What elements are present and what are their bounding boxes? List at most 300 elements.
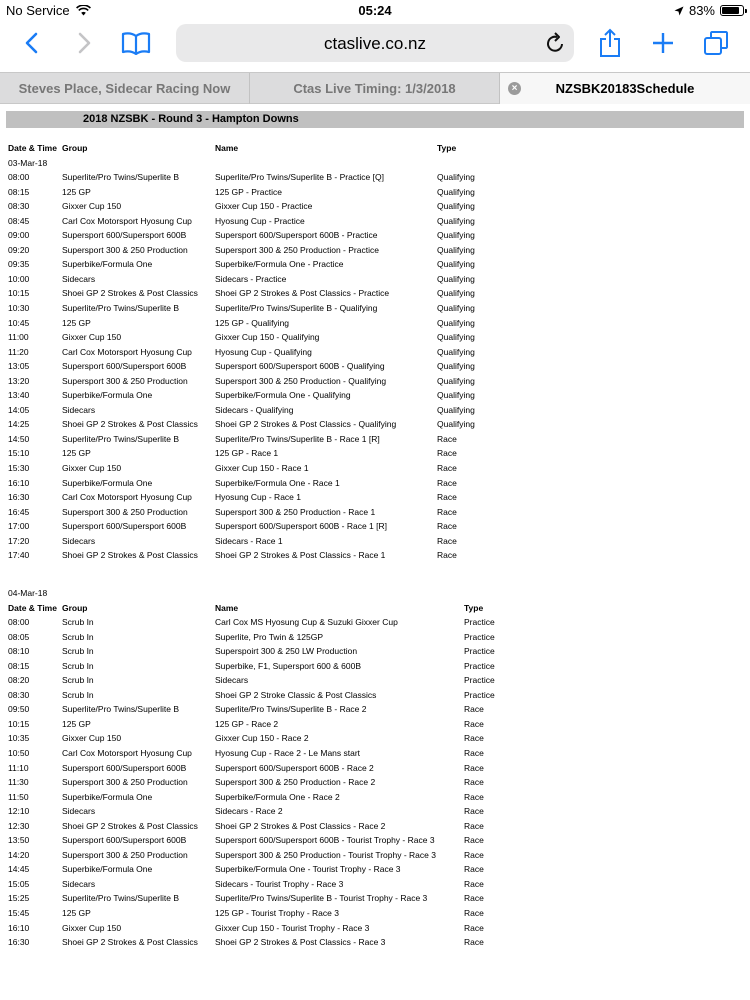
table-row	[0, 417, 750, 432]
table-row	[0, 877, 750, 892]
header-type: Type	[464, 602, 484, 613]
type-cell: Race	[464, 762, 484, 773]
table-row	[0, 615, 750, 630]
type-cell: Race	[464, 704, 484, 715]
battery-percent: 83%	[688, 3, 715, 18]
group-cell: Supersport 300 & 250 Production	[62, 244, 188, 255]
group-cell: Carl Cox Motorsport Hyosung Cup	[62, 215, 192, 226]
group-cell: Scrub In	[62, 675, 94, 686]
group-cell: Sidecars	[62, 806, 96, 817]
time-cell: 08:00	[8, 617, 30, 628]
group-cell: Supersport 600/Supersport 600B	[62, 521, 187, 532]
type-cell: Qualifying	[437, 375, 475, 386]
time-cell: 17:40	[8, 550, 30, 561]
name-cell: Shoei GP 2 Strokes & Post Classics - Practice	[215, 288, 390, 299]
time-cell: 10:45	[8, 317, 30, 328]
group-cell: Shoei GP 2 Strokes & Post Classics	[62, 937, 198, 948]
time-cell: 11:30	[8, 777, 29, 788]
type-cell: Race	[437, 463, 457, 474]
name-cell: Superlite/Pro Twins/Superlite B - Qualifying	[215, 303, 378, 314]
time-cell: 14:50	[8, 433, 30, 444]
name-cell: Hyosung Cup - Race 1	[215, 492, 301, 503]
time-cell: 11:20	[8, 346, 29, 357]
plus-icon	[651, 31, 675, 55]
type-cell: Race	[464, 733, 484, 744]
group-cell: Sidecars	[62, 535, 96, 546]
chevron-left-icon	[24, 32, 38, 54]
table-row	[0, 432, 750, 447]
new-tab-button[interactable]	[650, 20, 676, 66]
table-row	[0, 272, 750, 287]
name-cell: Sidecars - Tourist Trophy - Race 3	[215, 878, 344, 889]
name-cell: Supersport 600/Supersport 600B - Qualifying	[215, 361, 385, 372]
reload-icon	[546, 32, 566, 54]
table-row	[0, 214, 750, 229]
table-row	[0, 461, 750, 476]
type-cell: Race	[437, 433, 457, 444]
group-cell: Gixxer Cup 150	[62, 201, 122, 212]
tab-label: Steves Place, Sidecar Racing Now	[18, 81, 231, 96]
group-cell: Scrub In	[62, 631, 94, 642]
group-cell: Scrub In	[62, 660, 94, 671]
table-row	[0, 702, 750, 717]
type-cell: Practice	[464, 689, 495, 700]
type-cell: Qualifying	[437, 230, 475, 241]
back-button[interactable]	[18, 20, 44, 66]
type-cell: Practice	[464, 660, 495, 671]
type-cell: Qualifying	[437, 390, 475, 401]
type-cell: Race	[464, 864, 484, 875]
group-cell: Shoei GP 2 Strokes & Post Classics	[62, 419, 198, 430]
name-cell: Superlite/Pro Twins/Superlite B - Tourist Trophy - Race 3	[215, 893, 428, 904]
tab-label: NZSBK20183Schedule	[555, 81, 695, 96]
time-cell: 16:30	[8, 492, 30, 503]
header-type: Type	[437, 143, 457, 153]
table-row	[0, 746, 750, 761]
group-cell: Gixxer Cup 150	[62, 463, 122, 474]
type-cell: Qualifying	[437, 303, 475, 314]
header-group: Group	[62, 602, 88, 613]
type-cell: Practice	[464, 646, 495, 657]
header-name: Name	[215, 143, 239, 153]
time-cell: 11:00	[8, 332, 29, 343]
time-cell: 10:15	[8, 718, 30, 729]
group-cell: Superlite/Pro Twins/Superlite B	[62, 704, 180, 715]
table-row	[0, 243, 750, 258]
type-cell: Race	[464, 748, 484, 759]
time-cell: 09:50	[8, 704, 30, 715]
name-cell: Sidecars - Race 2	[215, 806, 283, 817]
name-cell: Supersport 600/Supersport 600B - Practice	[215, 230, 378, 241]
group-cell: 125 GP	[62, 718, 91, 729]
carrier-label: No Service	[6, 3, 70, 18]
group-cell: Supersport 600/Supersport 600B	[62, 361, 187, 372]
type-cell: Race	[437, 550, 457, 561]
group-cell: Superlite/Pro Twins/Superlite B	[62, 433, 180, 444]
group-cell: Gixxer Cup 150	[62, 922, 122, 933]
name-cell: Superspoirt 300 & 250 LW Production	[215, 646, 358, 657]
address-bar[interactable]	[176, 24, 574, 62]
group-cell: Superbike/Formula One	[62, 390, 153, 401]
group-cell: Superbike/Formula One	[62, 791, 153, 802]
type-cell: Race	[464, 791, 484, 802]
name-cell: Supersport 300 & 250 Production - Tourist Trophy - Race 3	[215, 849, 436, 860]
schedule-day-1	[0, 141, 750, 563]
name-cell: Superbike/Formula One - Tourist Trophy - Race 3	[215, 864, 401, 875]
time-cell: 08:05	[8, 631, 30, 642]
table-row	[0, 403, 750, 418]
time-cell: 12:30	[8, 820, 30, 831]
time-cell: 08:00	[8, 172, 30, 183]
name-cell: Supersport 600/Supersport 600B - Race 2	[215, 762, 374, 773]
time-cell: 15:05	[8, 878, 30, 889]
table-row	[0, 185, 750, 200]
clock: 05:24	[358, 3, 392, 18]
date-label: 03-Mar-18	[8, 157, 48, 168]
header-group: Group	[62, 143, 88, 153]
time-cell: 08:15	[8, 186, 30, 197]
type-cell: Race	[464, 820, 484, 831]
name-cell: Sidecars - Race 1	[215, 535, 283, 546]
table-row	[0, 316, 750, 331]
group-cell: Superlite/Pro Twins/Superlite B	[62, 303, 180, 314]
group-cell: Superbike/Formula One	[62, 477, 153, 488]
tab-steves-place[interactable]	[0, 73, 250, 104]
table-row	[0, 534, 750, 549]
table-row	[0, 374, 750, 389]
time-cell: 16:30	[8, 937, 30, 948]
chevron-right-icon	[78, 32, 92, 54]
time-cell: 10:50	[8, 748, 30, 759]
type-cell: Qualifying	[437, 215, 475, 226]
name-cell: 125 GP - Qualifying	[215, 317, 290, 328]
time-cell: 15:25	[8, 893, 30, 904]
time-cell: 14:45	[8, 864, 30, 875]
group-cell: Shoei GP 2 Strokes & Post Classics	[62, 550, 198, 561]
type-cell: Qualifying	[437, 404, 475, 415]
type-cell: Race	[464, 908, 484, 919]
time-cell: 08:15	[8, 660, 30, 671]
table-row	[0, 228, 750, 243]
group-cell: Carl Cox Motorsport Hyosung Cup	[62, 748, 192, 759]
table-row	[0, 731, 750, 746]
group-cell: Scrub In	[62, 617, 94, 628]
table-row	[0, 345, 750, 360]
type-cell: Race	[437, 448, 457, 459]
header-name: Name	[215, 602, 239, 613]
url-text[interactable]: ctaslive.co.nz	[323, 34, 427, 53]
name-cell: 125 GP - Race 2	[215, 718, 279, 729]
group-cell: Sidecars	[62, 404, 96, 415]
day-1-rows	[0, 170, 750, 563]
group-cell: Carl Cox Motorsport Hyosung Cup	[62, 346, 192, 357]
time-cell: 10:35	[8, 733, 30, 744]
table-row	[0, 688, 750, 703]
table-row	[0, 862, 750, 877]
time-cell: 09:20	[8, 244, 30, 255]
group-cell: Superlite/Pro Twins/Superlite B	[62, 172, 180, 183]
group-cell: Supersport 600/Supersport 600B	[62, 835, 187, 846]
day-2-rows	[0, 615, 750, 950]
close-tab-icon[interactable]: ×	[508, 82, 521, 95]
table-row	[0, 921, 750, 936]
type-cell: Race	[464, 806, 484, 817]
time-cell: 08:20	[8, 675, 30, 686]
name-cell: Supersport 300 & 250 Production - Practice	[215, 244, 379, 255]
status-bar	[0, 0, 750, 20]
type-cell: Practice	[464, 675, 495, 686]
group-cell: Supersport 300 & 250 Production	[62, 506, 188, 517]
table-row	[0, 388, 750, 403]
tabs-icon	[703, 30, 729, 56]
name-cell: Shoei GP 2 Strokes & Post Classics - Qualifying	[215, 419, 397, 430]
group-cell: Supersport 600/Supersport 600B	[62, 762, 187, 773]
group-cell: Shoei GP 2 Strokes & Post Classics	[62, 820, 198, 831]
tab-bar	[0, 72, 750, 104]
type-cell: Qualifying	[437, 172, 475, 183]
type-cell: Qualifying	[437, 186, 475, 197]
name-cell: Gixxer Cup 150 - Practice	[215, 201, 313, 212]
name-cell: Superlite/Pro Twins/Superlite B - Race 2	[215, 704, 367, 715]
time-cell: 09:00	[8, 230, 30, 241]
name-cell: Shoei GP 2 Strokes & Post Classics - Race 2	[215, 820, 386, 831]
date-row	[0, 156, 750, 171]
type-cell: Race	[464, 937, 484, 948]
type-cell: Race	[464, 893, 484, 904]
name-cell: Hyosung Cup - Practice	[215, 215, 305, 226]
time-cell: 16:10	[8, 477, 30, 488]
group-cell: Sidecars	[62, 273, 96, 284]
time-cell: 17:20	[8, 535, 30, 546]
name-cell: Superlite/Pro Twins/Superlite B - Race 1 [R]	[215, 433, 380, 444]
type-cell: Race	[464, 718, 484, 729]
time-cell: 13:20	[8, 375, 30, 386]
time-cell: 08:45	[8, 215, 30, 226]
share-icon	[598, 28, 622, 58]
forward-button[interactable]	[72, 20, 98, 66]
time-cell: 10:30	[8, 303, 30, 314]
time-cell: 12:10	[8, 806, 30, 817]
name-cell: Carl Cox MS Hyosung Cup & Suzuki Gixxer Cup	[215, 617, 398, 628]
type-cell: Race	[437, 492, 457, 503]
share-button[interactable]	[596, 20, 624, 66]
table-row	[0, 446, 750, 461]
name-cell: Hyosung Cup - Qualifying	[215, 346, 312, 357]
type-cell: Practice	[464, 617, 495, 628]
table-row	[0, 935, 750, 950]
table-row	[0, 761, 750, 776]
name-cell: Supersport 600/Supersport 600B - Race 1 [R]	[215, 521, 387, 532]
name-cell: Gixxer Cup 150 - Race 2	[215, 733, 309, 744]
time-cell: 11:10	[8, 762, 29, 773]
group-cell: Superlite/Pro Twins/Superlite B	[62, 893, 180, 904]
group-cell: Scrub In	[62, 646, 94, 657]
battery-icon	[720, 5, 744, 16]
tab-label: Ctas Live Timing: 1/3/2018	[293, 81, 456, 96]
type-cell: Race	[464, 849, 484, 860]
time-cell: 13:05	[8, 361, 30, 372]
name-cell: 125 GP - Practice	[215, 186, 282, 197]
book-icon	[121, 31, 151, 55]
group-cell: 125 GP	[62, 908, 91, 919]
time-cell: 08:30	[8, 689, 30, 700]
time-cell: 09:35	[8, 259, 30, 270]
schedule-day-2	[0, 586, 750, 950]
group-cell: 125 GP	[62, 186, 91, 197]
type-cell: Qualifying	[437, 273, 475, 284]
name-cell: Superbike/Formula One - Race 2	[215, 791, 340, 802]
type-cell: Qualifying	[437, 361, 475, 372]
name-cell: 125 GP - Tourist Trophy - Race 3	[215, 908, 339, 919]
bookmarks-button[interactable]	[120, 20, 152, 66]
table-row	[0, 804, 750, 819]
table-row	[0, 659, 750, 674]
time-cell: 16:45	[8, 506, 30, 517]
name-cell: Hyosung Cup - Race 2 - Le Mans start	[215, 748, 361, 759]
name-cell: Supersport 600/Supersport 600B - Tourist Trophy - Race 3	[215, 835, 435, 846]
battery-fill	[722, 7, 739, 14]
table-row	[0, 906, 750, 921]
time-cell: 08:10	[8, 646, 30, 657]
name-cell: Shoei GP 2 Strokes & Post Classics - Race 1	[215, 550, 386, 561]
table-row	[0, 490, 750, 505]
time-cell: 11:50	[8, 791, 29, 802]
table-row	[0, 476, 750, 491]
name-cell: Gixxer Cup 150 - Qualifying	[215, 332, 320, 343]
group-cell: Sidecars	[62, 878, 96, 889]
table-row	[0, 644, 750, 659]
tab-nzsbk-schedule[interactable]	[500, 73, 750, 104]
table-row	[0, 170, 750, 185]
time-cell: 15:10	[8, 448, 30, 459]
table-row	[0, 673, 750, 688]
type-cell: Race	[464, 922, 484, 933]
time-cell: 10:15	[8, 288, 30, 299]
type-cell: Qualifying	[437, 244, 475, 255]
tab-ctas-live-timing[interactable]	[250, 73, 500, 104]
type-cell: Qualifying	[437, 346, 475, 357]
header-datetime: Date & Time	[8, 143, 57, 153]
group-cell: Gixxer Cup 150	[62, 332, 122, 343]
time-cell: 14:25	[8, 419, 30, 430]
table-header	[0, 601, 750, 616]
table-row	[0, 833, 750, 848]
time-cell: 14:05	[8, 404, 30, 415]
type-cell: Race	[464, 878, 484, 889]
time-cell: 13:50	[8, 835, 30, 846]
group-cell: Gixxer Cup 150	[62, 733, 122, 744]
group-cell: Supersport 300 & 250 Production	[62, 375, 188, 386]
time-cell: 15:45	[8, 908, 30, 919]
name-cell: Sidecars	[215, 675, 249, 686]
name-cell: Sidecars - Qualifying	[215, 404, 294, 415]
type-cell: Race	[437, 506, 457, 517]
group-cell: Superbike/Formula One	[62, 259, 153, 270]
type-cell: Qualifying	[437, 201, 475, 212]
header-datetime: Date & Time	[8, 602, 57, 613]
time-cell: 14:20	[8, 849, 30, 860]
name-cell: Superbike, F1, Supersport 600 & 600B	[215, 660, 362, 671]
tabs-overview-button[interactable]	[702, 20, 730, 66]
group-cell: 125 GP	[62, 317, 91, 328]
table-row	[0, 330, 750, 345]
group-cell: Supersport 300 & 250 Production	[62, 777, 188, 788]
type-cell: Practice	[464, 631, 495, 642]
group-cell: Supersport 300 & 250 Production	[62, 849, 188, 860]
reload-button[interactable]	[546, 32, 566, 59]
table-row	[0, 790, 750, 805]
group-cell: Supersport 600/Supersport 600B	[62, 230, 187, 241]
table-row	[0, 257, 750, 272]
table-row	[0, 505, 750, 520]
group-cell: Scrub In	[62, 689, 94, 700]
table-row	[0, 775, 750, 790]
name-cell: Supersport 300 & 250 Production - Race 1	[215, 506, 376, 517]
name-cell: Superlite, Pro Twin & 125GP	[215, 631, 324, 642]
table-row	[0, 630, 750, 645]
type-cell: Qualifying	[437, 419, 475, 430]
name-cell: Superlite/Pro Twins/Superlite B - Practice [Q]	[215, 172, 384, 183]
name-cell: 125 GP - Race 1	[215, 448, 279, 459]
table-row	[0, 717, 750, 732]
name-cell: Shoei GP 2 Strokes & Post Classics - Race 3	[215, 937, 386, 948]
location-arrow-icon	[674, 6, 684, 16]
type-cell: Qualifying	[437, 259, 475, 270]
group-cell: Shoei GP 2 Strokes & Post Classics	[62, 288, 198, 299]
time-cell: 13:40	[8, 390, 30, 401]
type-cell: Race	[437, 477, 457, 488]
type-cell: Race	[437, 521, 457, 532]
table-row	[0, 359, 750, 374]
table-row	[0, 819, 750, 834]
group-cell: Carl Cox Motorsport Hyosung Cup	[62, 492, 192, 503]
group-cell: 125 GP	[62, 448, 91, 459]
name-cell: Gixxer Cup 150 - Tourist Trophy - Race 3	[215, 922, 370, 933]
type-cell: Race	[464, 835, 484, 846]
date-row	[0, 586, 750, 601]
table-row	[0, 301, 750, 316]
type-cell: Qualifying	[437, 332, 475, 343]
table-row	[0, 199, 750, 214]
table-header	[0, 141, 750, 156]
name-cell: Supersport 300 & 250 Production - Qualifying	[215, 375, 387, 386]
table-row	[0, 548, 750, 563]
page-title: 2018 NZSBK - Round 3 - Hampton Downs	[6, 111, 744, 128]
name-cell: Superbike/Formula One - Practice	[215, 259, 344, 270]
web-page	[0, 104, 750, 1000]
browser-toolbar	[0, 20, 750, 68]
table-row	[0, 286, 750, 301]
name-cell: Supersport 300 & 250 Production - Race 2	[215, 777, 376, 788]
table-row	[0, 519, 750, 534]
name-cell: Gixxer Cup 150 - Race 1	[215, 463, 309, 474]
time-cell: 17:00	[8, 521, 30, 532]
type-cell: Qualifying	[437, 317, 475, 328]
time-cell: 08:30	[8, 201, 30, 212]
name-cell: Shoei GP 2 Stroke Classic & Post Classics	[215, 689, 377, 700]
time-cell: 10:00	[8, 273, 30, 284]
table-row	[0, 848, 750, 863]
type-cell: Qualifying	[437, 288, 475, 299]
date-label: 04-Mar-18	[8, 588, 48, 598]
time-cell: 15:30	[8, 463, 30, 474]
time-cell: 16:10	[8, 922, 30, 933]
name-cell: Sidecars - Practice	[215, 273, 287, 284]
type-cell: Race	[464, 777, 484, 788]
name-cell: Superbike/Formula One - Qualifying	[215, 390, 351, 401]
table-row	[0, 891, 750, 906]
group-cell: Superbike/Formula One	[62, 864, 153, 875]
